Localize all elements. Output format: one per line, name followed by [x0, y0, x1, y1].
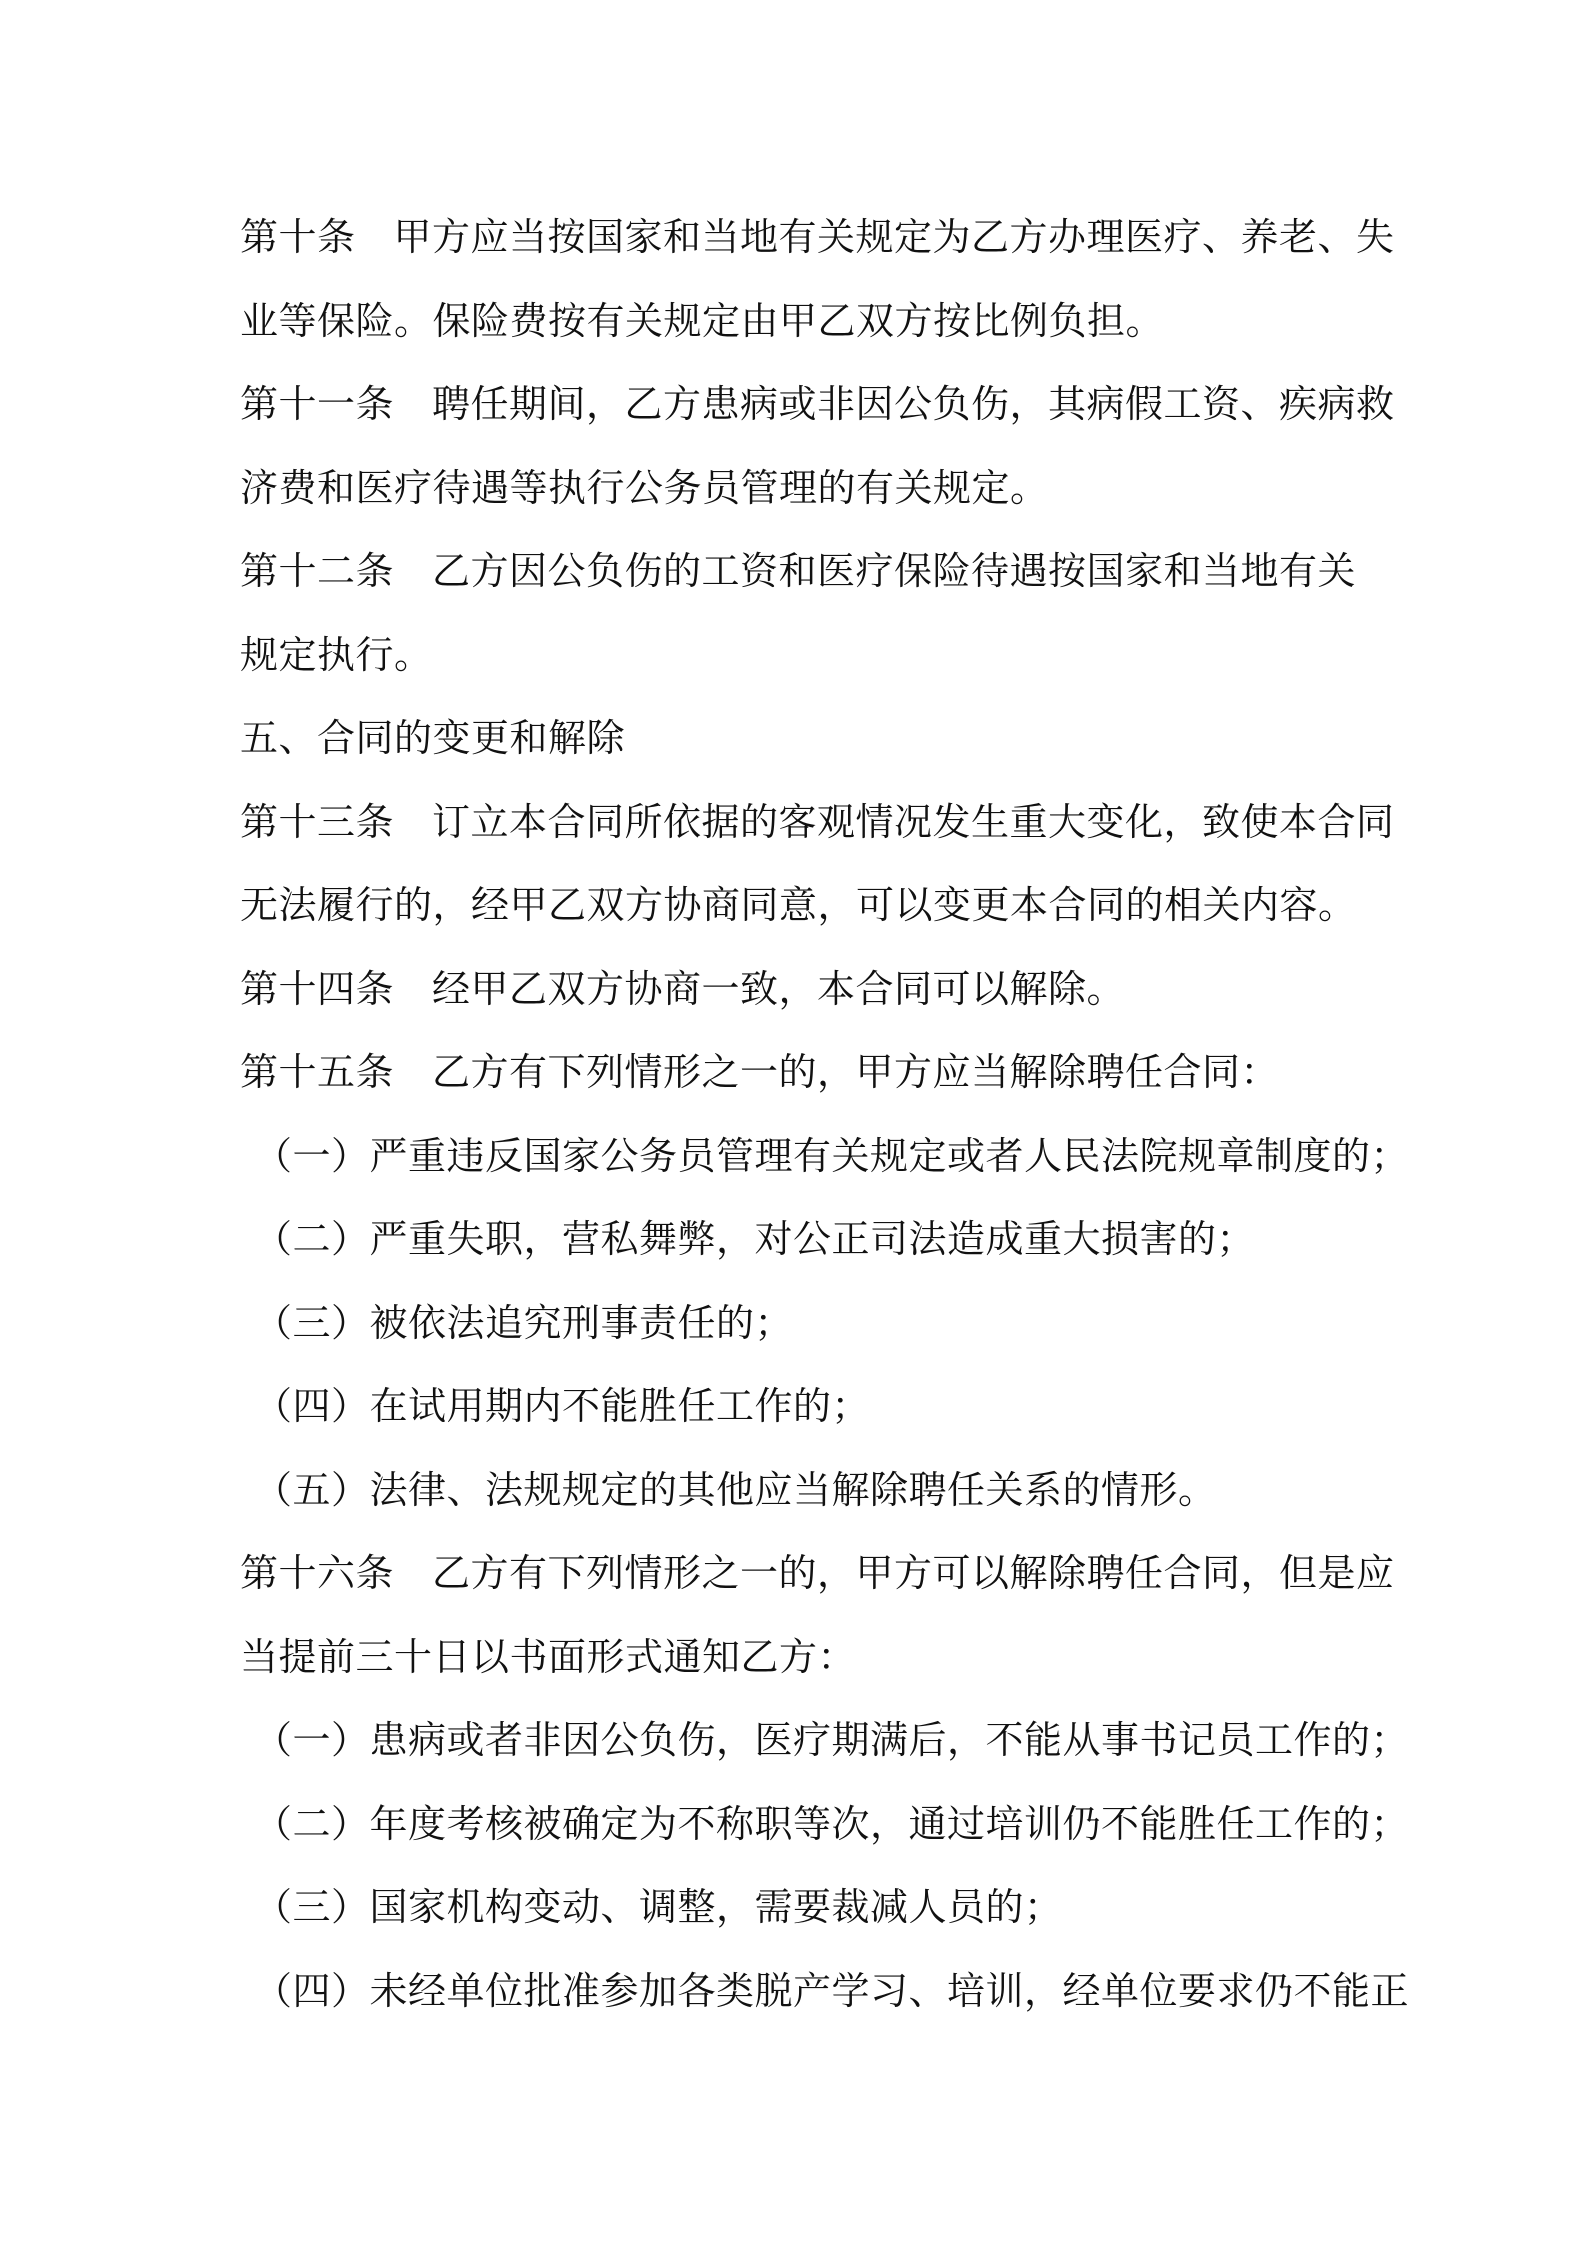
list-item-text: （一）严重违反国家公务员管理有关规定或者人民法院规章制度的； — [254, 1133, 1410, 1178]
line-text: 甲方应当按国家和当地有关规定为乙方办理医疗、养老、失 — [393, 215, 1395, 259]
list-item — [240, 1115, 1410, 1199]
article-number: 第十六条 — [240, 1551, 395, 1595]
article-13-line-1 — [240, 781, 1395, 865]
article-number: 第十一条 — [240, 382, 395, 426]
line-text: 经甲乙双方协商一致，本合同可以解除。 — [432, 966, 1126, 1011]
line-text: 订立本合同所依据的客观情况发生重大变化，致使本合同 — [432, 799, 1395, 844]
line-text: 规定执行。 — [240, 632, 433, 677]
article-number: 第十五条 — [240, 1050, 395, 1094]
article-12-line-1 — [240, 530, 1360, 614]
list-item — [240, 1950, 1410, 2034]
list-item-text: （五）法律、法规规定的其他应当解除聘任关系的情形。 — [254, 1467, 1217, 1512]
list-item — [240, 1198, 1360, 1282]
contract-text — [240, 196, 1410, 2033]
line-text: 当提前三十日以书面形式通知乙方： — [240, 1634, 857, 1679]
article-11-line-2 — [240, 447, 1360, 531]
article-10-line-2 — [240, 280, 1360, 364]
list-item — [240, 1699, 1410, 1783]
article-15-line-1 — [240, 1031, 1360, 1115]
list-item — [240, 1866, 1360, 1950]
section-title: 五、合同的变更和解除 — [240, 716, 626, 760]
list-item — [240, 1783, 1410, 1867]
line-text: 乙方有下列情形之一的，甲方应当解除聘任合同： — [432, 1050, 1280, 1094]
article-11-line-1 — [240, 363, 1395, 447]
list-item-text: （一）患病或者非因公负伤，医疗期满后，不能从事书记员工作的； — [254, 1718, 1410, 1762]
list-item-text: （三）国家机构变动、调整，需要裁减人员的； — [254, 1885, 1063, 1929]
list-item-text: （四）未经单位批准参加各类脱产学习、培训，经单位要求仍不能正 — [254, 1968, 1410, 2013]
line-text: 无法履行的，经甲乙双方协商同意，可以变更本合同的相关内容。 — [240, 883, 1357, 927]
article-16-line-1 — [240, 1532, 1395, 1616]
article-number: 第十二条 — [240, 549, 395, 593]
article-number: 第十四条 — [240, 966, 395, 1011]
article-10-line-1 — [240, 196, 1395, 280]
article-number: 第十条 — [240, 215, 356, 259]
section-heading — [240, 697, 1360, 781]
list-item — [240, 1365, 1360, 1449]
article-12-line-2 — [240, 614, 1360, 698]
article-number: 第十三条 — [240, 799, 395, 844]
line-text: 乙方因公负伤的工资和医疗保险待遇按国家和当地有关 — [432, 549, 1357, 593]
article-14-line-1 — [240, 948, 1360, 1032]
list-item-text: （二）年度考核被确定为不称职等次，通过培训仍不能胜任工作的； — [254, 1801, 1410, 1846]
line-text: 业等保险。保险费按有关规定由甲乙双方按比例负担。 — [240, 298, 1165, 343]
article-16-line-2 — [240, 1616, 1360, 1700]
list-item-text: （三）被依法追究刑事责任的； — [254, 1300, 794, 1345]
article-13-line-2 — [240, 864, 1360, 948]
line-text: 济费和医疗待遇等执行公务员管理的有关规定。 — [240, 465, 1049, 510]
list-item-text: （二）严重失职，营私舞弊，对公正司法造成重大损害的； — [254, 1217, 1256, 1261]
line-text: 聘任期间，乙方患病或非因公负伤，其病假工资、疾病救 — [432, 382, 1395, 426]
line-text: 乙方有下列情形之一的，甲方可以解除聘任合同，但是应 — [432, 1551, 1395, 1595]
list-item — [240, 1282, 1360, 1366]
list-item-text: （四）在试用期内不能胜任工作的； — [254, 1384, 871, 1428]
list-item — [240, 1449, 1360, 1533]
